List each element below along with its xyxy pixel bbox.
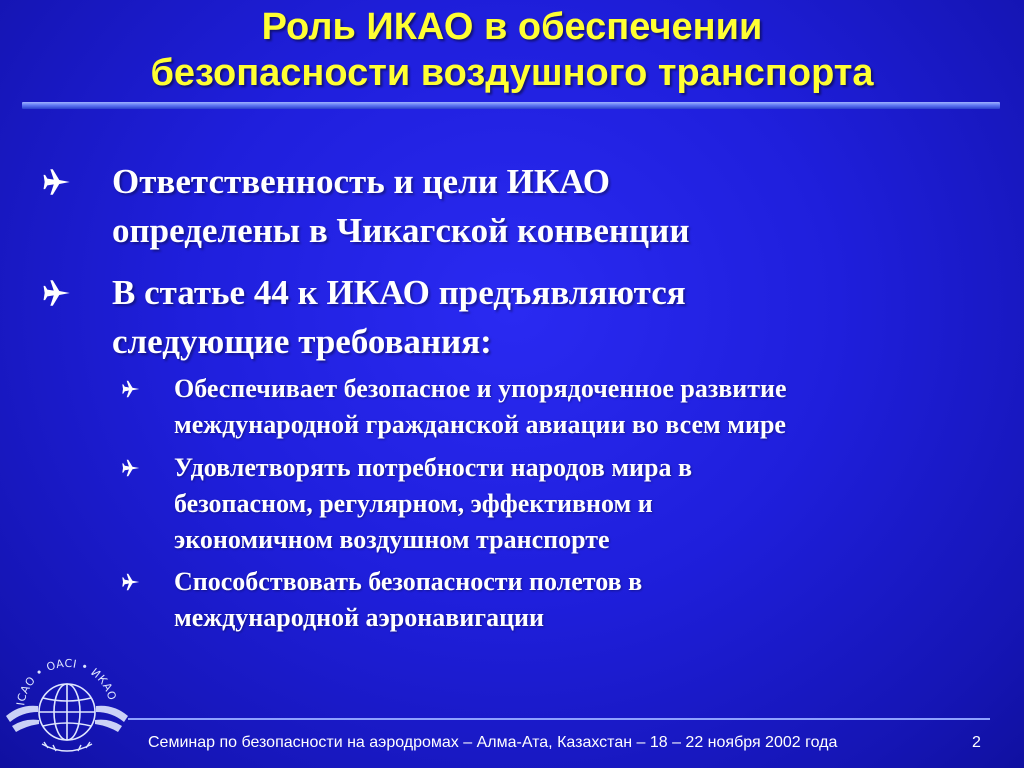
sub-bullet-line: международной гражданской авиации во всем мире: [174, 410, 786, 439]
sub-bullet-line: Удовлетворять потребности народов мира в: [174, 453, 693, 482]
page-number: 2: [972, 734, 981, 751]
footer-text: Семинар по безопасности на аэродромах – Алма-Ата, Казахстан – 18 – 22 ноября 2002 года: [148, 734, 838, 751]
sub-bullet-line: экономичном воздушном транспорте: [174, 525, 610, 554]
svg-text:ICAO • OACI • ИКАО: ICAO • OACI • ИКАО: [14, 656, 119, 707]
sub-bullet-line: международной аэронавигации: [174, 603, 545, 632]
bullet-line: Ответственность и цели ИКАО: [112, 162, 610, 201]
title-line-2: безопасности воздушного транспорта: [150, 52, 874, 94]
bullet-line: В статье 44 к ИКАО предъявляются: [112, 273, 686, 312]
airplane-icon: [120, 457, 142, 479]
slide-title: [0, 4, 1024, 96]
title-divider: [22, 102, 1000, 109]
sub-bullet-line: Способствовать безопасности полетов в: [174, 567, 643, 596]
bullet-line: следующие требования:: [112, 322, 492, 361]
sub-bullet-line: Обеспечивает безопасное и упорядоченное развитие: [174, 374, 787, 403]
title-line-1: Роль ИКАО в обеспечении: [261, 6, 763, 48]
sub-bullet-line: безопасном, регулярном, эффективном и: [174, 489, 653, 518]
footer-divider: [128, 718, 990, 720]
airplane-icon: [120, 571, 142, 593]
airplane-icon: [40, 276, 74, 310]
airplane-icon: [40, 165, 74, 199]
bullet-line: определены в Чикагской конвенции: [112, 211, 690, 250]
airplane-icon: [120, 378, 142, 400]
icao-logo: [2, 640, 132, 765]
